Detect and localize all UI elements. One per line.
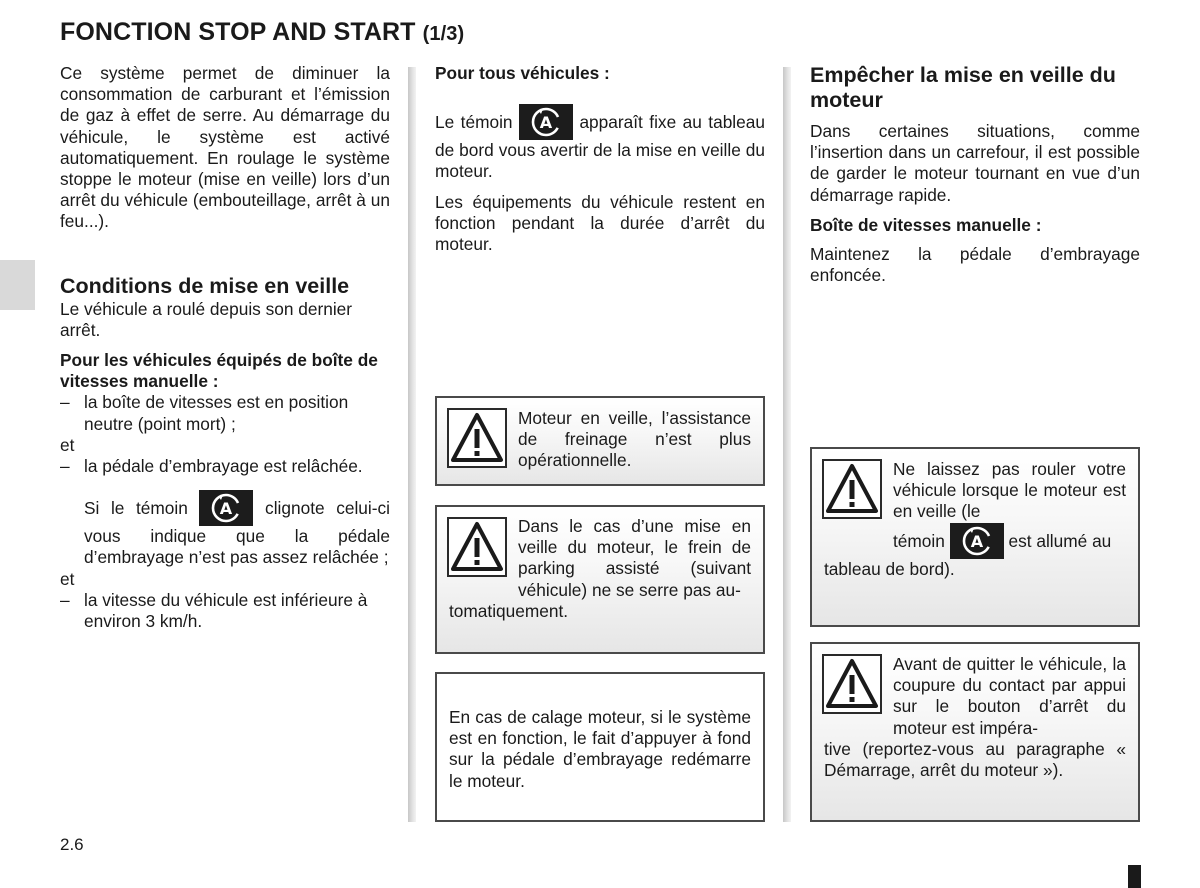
- warning-triangle-icon: [822, 654, 882, 714]
- column-separator-2: [783, 67, 791, 822]
- warning-box-brake-assist: [435, 396, 765, 486]
- section-side-tab: [0, 260, 35, 310]
- svg-text:A: A: [970, 532, 983, 551]
- warning-box-leaving-vehicle: [810, 642, 1140, 822]
- warning-text-continued: tive (reportez-vous au paragraphe « Démarrage, arrêt du moteur »).: [824, 739, 1126, 781]
- page-title-part: (1/3): [422, 23, 465, 45]
- manual-gearbox-heading: Pour les véhicules équipés de boîte de vitesses manuelle :: [60, 350, 378, 392]
- warning-temoin-line: témoin A est allumé au: [893, 523, 1133, 559]
- note-box-stall: [435, 672, 765, 822]
- page-title: [60, 18, 464, 47]
- warning-text: Dans le cas d’une mise en veille du moteur, le frein de parking assisté (suivant véhicule) ne se serre pas au-: [518, 516, 751, 600]
- list-item: – la vitesse du véhicule est inférieure à environ 3 km/h.: [60, 589, 368, 632]
- et-connector: et: [60, 568, 75, 589]
- warning-text: Avant de quitter le véhicule, la coupure du contact par appui sur le bouton d’arrêt du moteur est impéra-: [893, 654, 1126, 738]
- prevent-standby-paragraph: Dans certaines situations, comme l’insertion dans un carrefour, il est possible de garder le moteur tournant en vue d’un démarrage rapide.: [810, 121, 1140, 205]
- auto-stop-indicator-icon: [199, 490, 253, 526]
- intro-paragraph: Ce système permet de diminuer la consommation de carburant et l’émission de gaz à effet de serre. Au démarrage du véhicule, le système est activé automatiquement. En roulage le système stoppe le moteur (mise en veille) lors d’un arrêt du véhicule (embouteillage, arrêt à un feu...).: [60, 63, 390, 232]
- list-item: – la pédale d’embrayage est relâchée.: [60, 456, 363, 477]
- column-separator-1: [408, 67, 416, 822]
- svg-text:A: A: [220, 499, 233, 519]
- warning-box-parking-brake: [435, 505, 765, 654]
- prevent-standby-heading: Empêcher la mise en veille du moteur: [810, 63, 1116, 112]
- column-3: [810, 63, 1140, 286]
- warning-text: Moteur en veille, l’assistance de freinage n’est plus opérationnelle.: [518, 408, 751, 471]
- manual-gearbox-heading: Boîte de vitesses manuelle :: [810, 214, 1042, 235]
- blink-indicator-paragraph: Si le témoin A clignote celui-ci vous indique que la pédale d’embrayage n’est pas assez relâchée ;: [84, 490, 390, 568]
- temoin-paragraph: Le témoin A apparaît fixe au tableau de bord vous avertir de la mise en veille du moteur.: [435, 104, 765, 182]
- all-vehicles-heading: Pour tous véhicules :: [435, 63, 610, 83]
- note-text: En cas de calage moteur, si le système est en fonction, le fait d’appuyer à fond sur la pédale d’embrayage redémarre le moteur.: [449, 707, 751, 791]
- warning-text: Ne laissez pas rouler votre véhicule lorsque le moteur est en veille (le: [893, 459, 1126, 522]
- page-number: 2.6: [60, 835, 84, 854]
- svg-text:A: A: [539, 113, 553, 133]
- warning-text-continued: tableau de bord).: [824, 559, 955, 579]
- conditions-paragraph: Le véhicule a roulé depuis son dernier arrêt.: [60, 298, 353, 340]
- warning-box-rolling: [810, 447, 1140, 627]
- page-title-text: FONCTION STOP AND START: [60, 18, 416, 46]
- column-2: [435, 63, 765, 255]
- list-item: – la boîte de vitesses est en position neutre (point mort) ;: [60, 392, 349, 434]
- column-1: [60, 63, 390, 632]
- et-connector: et: [60, 434, 75, 455]
- auto-stop-indicator-icon: [950, 523, 1004, 559]
- equipment-paragraph: Les équipements du véhicule restent en fonction pendant la durée d’arrêt du moteur.: [435, 191, 765, 255]
- warning-triangle-icon: [447, 517, 507, 577]
- warning-triangle-icon: [447, 408, 507, 468]
- page-corner-mark: [1128, 865, 1141, 888]
- manual-gearbox-paragraph: Maintenez la pédale d’embrayage enfoncée.: [810, 244, 1140, 286]
- warning-text-continued: tomatiquement.: [449, 601, 569, 621]
- conditions-heading: Conditions de mise en veille: [60, 273, 350, 298]
- auto-stop-indicator-icon: [519, 104, 573, 140]
- warning-triangle-icon: [822, 459, 882, 519]
